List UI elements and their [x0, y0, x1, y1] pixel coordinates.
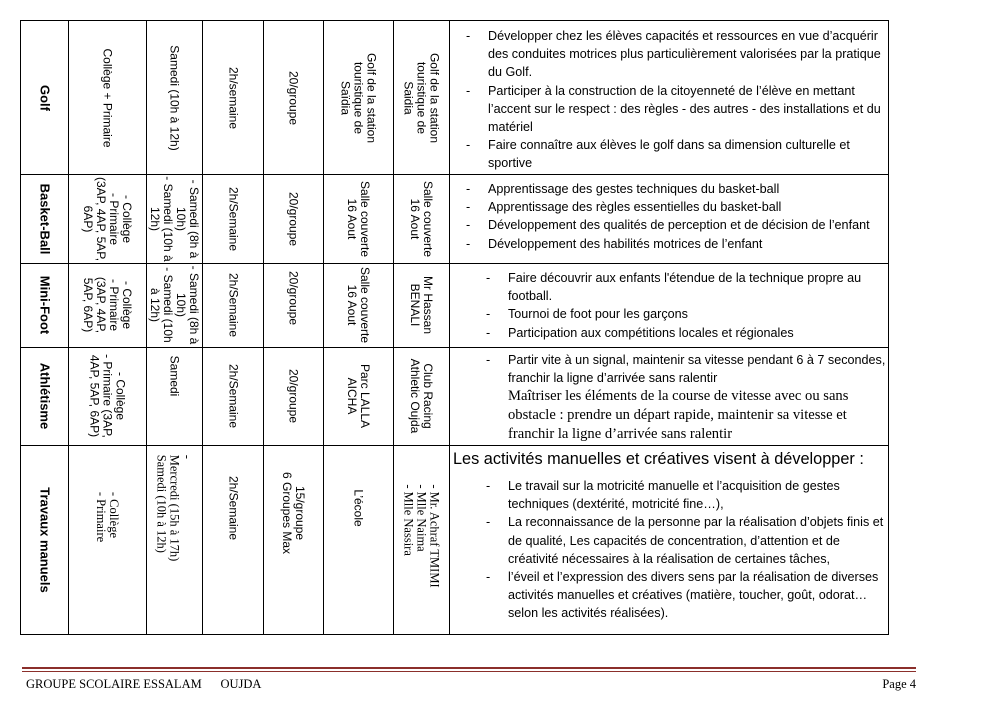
venue-line: Salle couverte [358, 266, 372, 344]
venue-text [345, 364, 371, 428]
supervisor-cell [393, 263, 449, 347]
level-line: (3AP, 4AP, 5AP, [94, 176, 108, 261]
level-text [81, 277, 133, 333]
objective-item: - Apprentissage des gestes techniques du basket-ball [466, 182, 780, 196]
activity-cell [21, 21, 68, 174]
table-row [21, 174, 888, 263]
objectives [466, 180, 886, 253]
venue-text [345, 180, 371, 256]
objectives [466, 27, 886, 173]
schedule-cell [146, 445, 202, 635]
level-cell [68, 263, 146, 347]
objective-text: Développement des habilités motrices de l’enfant [488, 236, 763, 251]
schedule-cell [146, 174, 202, 263]
supervisor-cell [393, 174, 449, 263]
group-text [287, 191, 300, 245]
venue-cell [323, 21, 393, 174]
venue-text [345, 267, 371, 343]
objective-text: Faire connaître aux élèves le golf dans sa dimension culturelle et sportive [488, 138, 850, 171]
footer-city: OUJDA [220, 677, 262, 691]
venue-cell [323, 174, 393, 263]
venue-line: 16 Aout [345, 284, 359, 326]
level-cell [68, 445, 146, 635]
venue-cell [323, 347, 393, 445]
schedule-line: Samedi [167, 356, 182, 397]
schedule-line: Samedi (10h à 12h) [154, 454, 169, 553]
supervisor-text [402, 52, 441, 142]
level-line: - Collège [107, 492, 121, 539]
supervisor-line: Club Racing [421, 363, 435, 429]
objective-text: Développement des qualités de perception et de décision de l’enfant [488, 218, 870, 233]
frequency-text: 2h/Semaine [226, 272, 240, 338]
venue-line: Salle couverte [358, 180, 372, 257]
level-line: - Primaire [107, 278, 121, 331]
level-text [88, 354, 127, 438]
table-row [21, 347, 888, 445]
frequency-text: 2h/Semaine [226, 186, 240, 251]
frequency-cell [202, 263, 263, 347]
schedule-line: 10h) [174, 206, 188, 231]
group-text [287, 369, 300, 423]
schedule-line: - Samedi (10h à [161, 175, 175, 262]
venue-text [352, 489, 365, 526]
activity-name: Golf [37, 84, 52, 111]
objective-text: Tournoi de foot pour les garçons [508, 307, 688, 322]
group-line: 6 Groupes Max [280, 472, 294, 555]
schedule-line: 12h) [148, 206, 162, 231]
objective-text: Apprentissage des gestes techniques du basket-ball [488, 182, 780, 196]
venue-line: 16 Aout [345, 198, 359, 239]
schedule-cell [146, 263, 202, 347]
group-line: 20/groupe [286, 368, 301, 424]
supervisor-line: Salle couverte [421, 180, 435, 257]
objective-text: Faire découvrir aux enfants l'étendue de la technique propre au football. [508, 271, 862, 304]
schedule-cell [146, 21, 202, 174]
activity-name: Athlétisme [37, 362, 52, 430]
venue-line: AICHA [345, 377, 359, 415]
schedule-line: 10h) [174, 292, 188, 318]
group-cell [263, 21, 323, 174]
frequency-text: 2h/Semaine [226, 363, 240, 429]
level-line: 5AP, 6AP) [81, 277, 95, 333]
group-cell [263, 445, 323, 635]
level-line: - Primaire (3AP, [100, 354, 115, 438]
level-text [81, 176, 133, 260]
activity-name: Basket-Ball [37, 183, 52, 254]
venue-line: Golf de la station [364, 52, 379, 143]
schedule-line: Mercredi (15h à 17h) [167, 454, 182, 561]
table-row [21, 263, 888, 347]
supervisor-line: - Mlle Naima [414, 484, 429, 552]
objective-item: - Partir vite à un signal, maintenir sa vitesse pendant 6 à 7 secondes, franchir la ligne d’arrivée sans ralentir [486, 353, 886, 386]
group-cell [263, 174, 323, 263]
venue-line: L’école [351, 489, 366, 527]
level-text [101, 48, 114, 147]
objective-item: - Faire connaître aux élèves le golf dans sa dimension culturelle et sportive [466, 138, 850, 171]
objective-text: Partir vite à un signal, maintenir sa vitesse pendant 6 à 7 secondes, franchir la ligne d’arrivée sans ralentir [508, 353, 886, 386]
group-cell [263, 347, 323, 445]
activity-cell [21, 263, 68, 347]
schedule-text [148, 176, 200, 261]
schedule-cell [146, 347, 202, 445]
level-cell [68, 174, 146, 263]
objective-item: - Développement des habilités motrices de l’enfant [466, 236, 763, 251]
objective-item: - La reconnaissance de la personne par la réalisation d’objets finis et de qualité, Les capacités de concentration, d’attention et de créativité nécessaires à la réalisation de certaines tâches, [486, 515, 884, 566]
activity-cell [21, 347, 68, 445]
objective-text: l’éveil et l’expression des divers sens par la réalisation de diverses activités manuelles et créatives (matière, toucher, goût, odorat… selon les activités réalisées). [508, 570, 879, 621]
group-line: 20/groupe [286, 70, 301, 125]
supervisor-cell [393, 21, 449, 174]
page-number: Page 4 [882, 677, 916, 691]
venue-cell [323, 445, 393, 635]
group-line: 20/groupe [286, 191, 301, 246]
footer-school [26, 677, 261, 692]
objective-item [486, 387, 886, 444]
schedule-line: - Samedi (10h [161, 267, 175, 343]
objectives-heading: Les activités manuelles et créatives visent à développer : [453, 450, 864, 468]
frequency-text: 2h/semaine [226, 66, 240, 129]
schedule-text [148, 266, 200, 345]
venue-line: Parc LALLA [358, 363, 372, 429]
objectives [453, 449, 886, 623]
schedule-line: - Samedi (8h à [187, 179, 201, 258]
table-row [21, 21, 888, 174]
objective-text: Le travail sur la motricité manuelle et l’acquisition de gestes techniques (dextérité, motricité fine…), [508, 479, 840, 512]
venue-cell [323, 263, 393, 347]
supervisor-line: - Mlle Nassira [401, 484, 416, 557]
footer-school-name: GROUPE SCOLAIRE ESSALAM [26, 677, 202, 691]
objective-item: - Participation aux compétitions locales et régionales [486, 325, 794, 340]
schedule-line: - [180, 454, 195, 459]
supervisor-cell [393, 445, 449, 635]
objective-item: - Apprentissage des règles essentielles du basket-ball [466, 200, 782, 215]
objective-text: Maîtriser les éléments de la course de vitesse avec ou sans obstacle : prendre un départ rapide, maintenir sa vitesse et franchir la ligne d’arrivée sans ralentir [508, 388, 849, 443]
supervisor-line: touristique de [414, 61, 429, 134]
group-cell [263, 263, 323, 347]
level-line: - Collège [120, 194, 134, 243]
level-line: 4AP, 5AP, 6AP) [87, 354, 102, 438]
supervisor-line: Mr Hassan [421, 275, 435, 335]
schedule-line: - Samedi (8h à [187, 265, 201, 345]
objective-text: Participation aux compétitions locales et régionales [508, 325, 794, 340]
supervisor-line: Golf de la station [427, 52, 442, 143]
schedule-line: à 12h) [148, 287, 162, 323]
supervisor-text [402, 485, 441, 588]
schedule-text [168, 45, 181, 150]
objectives [486, 351, 886, 444]
supervisor-line: - Mr. Achraf TMIMI [427, 484, 442, 588]
frequency-cell [202, 21, 263, 174]
group-text [287, 70, 300, 124]
level-line: - Collège [113, 371, 128, 421]
venue-line: touristique de [351, 61, 366, 134]
activity-cell [21, 445, 68, 635]
objective-item: - Le travail sur la motricité manuelle et l’acquisition de gestes techniques (dextérité, motricité fine…), [486, 479, 840, 512]
table-row [21, 445, 888, 635]
level-line: - Collège [120, 280, 134, 330]
activities-table [20, 20, 889, 635]
activity-name: Mini-Foot [37, 275, 52, 335]
venue-line: Saïdia [338, 80, 353, 115]
objective-text: Apprentissage des règles essentielles du basket-ball [488, 200, 782, 215]
objective-item: - Faire découvrir aux enfants l'étendue de la technique propre au football. [486, 271, 862, 304]
schedule-line: Samedi (10h à 12h) [167, 44, 182, 151]
venue-text [339, 52, 378, 142]
supervisor-text [408, 180, 434, 256]
frequency-cell [202, 347, 263, 445]
schedule-text [155, 454, 194, 561]
objectives [486, 269, 886, 342]
objective-text: La reconnaissance de la personne par la réalisation d’objets finis et de qualité, Les capacités de concentration, d’attention et de créativité nécessaires à la réalisation de certaines tâches, [508, 515, 884, 566]
level-line: (3AP, 4AP, [94, 276, 108, 334]
level-line: - Primaire [94, 492, 108, 543]
objective-item: - Participer à la construction de la citoyenneté de l’élève en mettant l’accent sur le respect : des règles - des autres - des installations et du matériel [466, 83, 881, 135]
supervisor-line: 16 Aout [408, 198, 422, 239]
objective-item: - Développer chez les élèves capacités et ressources en vue d’acquérir des conduites motrices plus particulièrement valorisées par la pratique du Golf. [466, 29, 881, 80]
group-line: 15/groupe [293, 486, 307, 541]
level-cell [68, 347, 146, 445]
supervisor-text [408, 359, 434, 434]
objective-item: - l’éveil et l’expression des divers sens par la réalisation de diverses activités manuelles et créatives (matière, toucher, goût, odorat… selon les activités réalisées). [486, 570, 879, 621]
frequency-cell [202, 174, 263, 263]
objective-text: Développer chez les élèves capacités et ressources en vue d’acquérir des conduites motrices plus particulièrement valorisées par la pratique du Golf. [488, 29, 881, 80]
activity-cell [21, 174, 68, 263]
group-line: 20/groupe [286, 271, 301, 326]
objective-item: - Tournoi de foot pour les garçons [486, 307, 688, 322]
level-line: Collège + Primaire [100, 47, 115, 148]
activity-name: Travaux manuels [37, 487, 52, 593]
supervisor-line: Saidia [401, 80, 416, 115]
supervisor-line: BENALI [408, 283, 422, 327]
supervisor-text [408, 276, 434, 334]
supervisor-line: Athletic Oujda [408, 358, 422, 434]
frequency-text: 2h/Semaine [226, 475, 240, 540]
level-line: 6AP) [81, 205, 95, 232]
level-cell [68, 21, 146, 174]
supervisor-cell [393, 347, 449, 445]
frequency-cell [202, 445, 263, 635]
objective-text: Participer à la construction de la citoyenneté de l’élève en mettant l’accent sur le respect : des règles - des autres - des installations et du matériel [488, 83, 881, 135]
footer-rule [22, 667, 916, 669]
level-line: - Primaire [107, 192, 121, 245]
group-text [287, 271, 300, 325]
group-text [280, 472, 306, 554]
objective-item: - Développement des qualités de perception et de décision de l’enfant [466, 218, 870, 233]
level-text [94, 492, 120, 542]
footer-rule [22, 671, 916, 672]
schedule-text [168, 356, 181, 397]
